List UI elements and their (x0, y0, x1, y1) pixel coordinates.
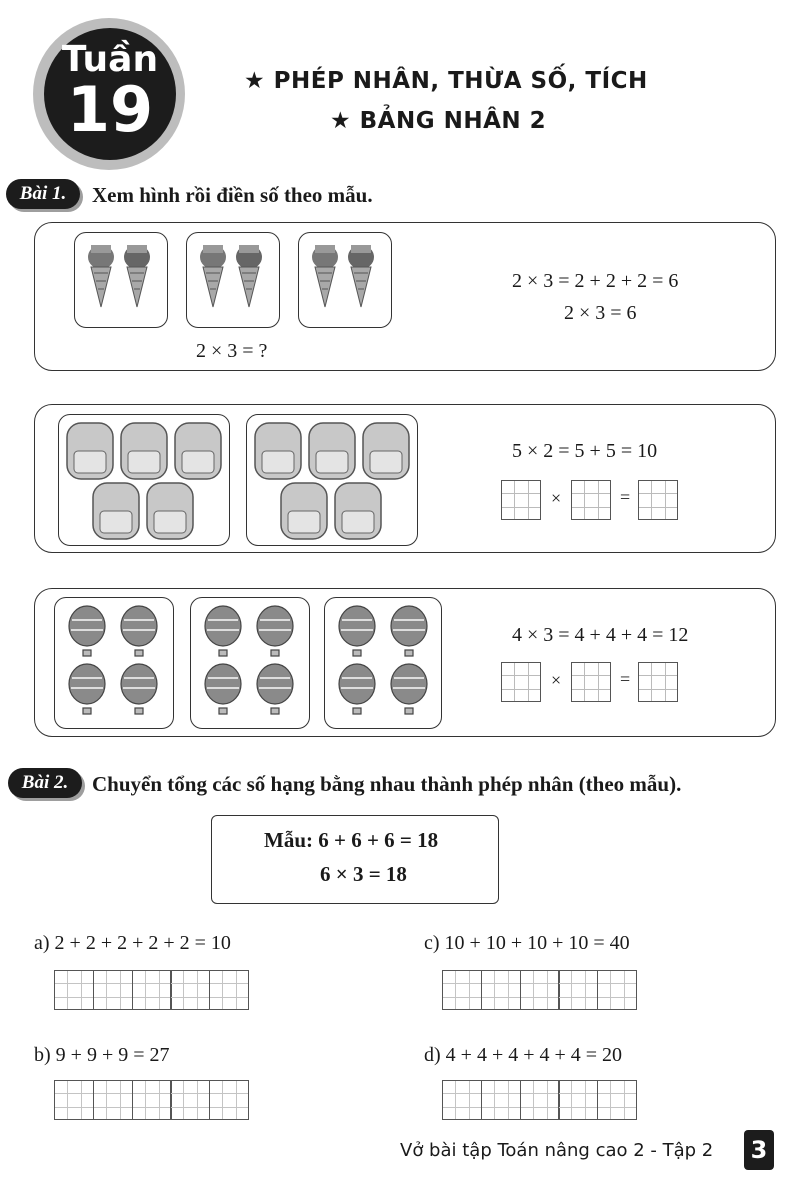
exercise-d: d) 4 + 4 + 4 + 4 + 4 = 20 (424, 1044, 623, 1066)
answer-cell[interactable] (93, 970, 133, 1010)
balloon-group-3 (324, 597, 442, 729)
answer-cell[interactable] (520, 1080, 560, 1120)
answer-cell[interactable] (132, 970, 172, 1010)
exercise-1-instruction: Xem hình rồi điền số theo mẫu. (92, 183, 373, 207)
balloon-group-2 (190, 597, 310, 729)
times-sign: × (551, 670, 562, 690)
exercise-a: a) 2 + 2 + 2 + 2 + 2 = 10 (34, 932, 231, 954)
topic-title-2: ★ BẢNG NHÂN 2 (330, 108, 547, 134)
ice-cream-icon (75, 233, 167, 327)
backpack-icon (59, 415, 229, 545)
answer-cell[interactable] (170, 970, 210, 1010)
balloon-group-1 (54, 597, 174, 729)
hot-air-balloon-icon (55, 598, 173, 728)
answer-box-factor-2[interactable] (571, 480, 611, 520)
answer-row-c[interactable] (442, 970, 636, 1010)
answer-cell[interactable] (481, 970, 521, 1010)
week-badge-number: 19 (66, 73, 154, 146)
answer-cell[interactable] (597, 970, 637, 1010)
answer-cell[interactable] (442, 1080, 482, 1120)
answer-cell[interactable] (54, 970, 94, 1010)
answer-row-a[interactable] (54, 970, 248, 1010)
ice-cream-caption: 2 × 3 = ? (196, 340, 268, 362)
answer-box-product[interactable] (638, 662, 678, 702)
example-product: 2 × 3 = 6 (564, 302, 637, 324)
answer-row-d[interactable] (442, 1080, 636, 1120)
exercise-c: c) 10 + 10 + 10 + 10 = 40 (424, 932, 630, 954)
example-sum: Mẫu: 6 + 6 + 6 = 18 (264, 828, 439, 852)
answer-cell[interactable] (209, 1080, 249, 1120)
topic-title-1: ★ PHÉP NHÂN, THỪA SỐ, TÍCH (244, 68, 648, 94)
equals-sign: = (620, 487, 631, 507)
answer-cell[interactable] (597, 1080, 637, 1120)
example-expansion: 2 × 3 = 2 + 2 + 2 = 6 (512, 270, 679, 292)
hot-air-balloon-icon (325, 598, 441, 728)
answer-row-b[interactable] (54, 1080, 248, 1120)
exercise-b: b) 9 + 9 + 9 = 27 (34, 1044, 170, 1066)
hot-air-balloon-icon (191, 598, 309, 728)
answer-box-factor-1[interactable] (501, 662, 541, 702)
exercise-2-tag: Bài 2. (8, 768, 82, 798)
backpack-icon (247, 415, 417, 545)
answer-cell[interactable] (170, 1080, 210, 1120)
answer-cell[interactable] (558, 1080, 598, 1120)
times-sign: × (551, 488, 562, 508)
answer-cell[interactable] (93, 1080, 133, 1120)
exercise-1-tag: Bài 1. (6, 179, 80, 209)
example-product: 6 × 3 = 18 (320, 862, 407, 886)
backpack-group-2 (246, 414, 418, 546)
exercise-2-instruction: Chuyển tổng các số hạng bằng nhau thành phép nhân (theo mẫu). (92, 772, 682, 796)
equals-sign: = (620, 669, 631, 689)
answer-box-factor-1[interactable] (501, 480, 541, 520)
backpack-group-1 (58, 414, 230, 546)
answer-cell[interactable] (442, 970, 482, 1010)
ice-cream-group-1 (74, 232, 168, 328)
book-title: Vở bài tập Toán nâng cao 2 - Tập 2 (400, 1140, 714, 1161)
answer-cell[interactable] (209, 970, 249, 1010)
ice-cream-icon (187, 233, 279, 327)
answer-cell[interactable] (54, 1080, 94, 1120)
ice-cream-group-3 (298, 232, 392, 328)
answer-box-product[interactable] (638, 480, 678, 520)
answer-cell[interactable] (481, 1080, 521, 1120)
ice-cream-group-2 (186, 232, 280, 328)
answer-cell[interactable] (558, 970, 598, 1010)
week-badge-word: Tuần (61, 39, 159, 80)
balloon-expansion: 4 × 3 = 4 + 4 + 4 = 12 (512, 624, 689, 646)
backpack-expansion: 5 × 2 = 5 + 5 = 10 (512, 440, 658, 462)
ice-cream-icon (299, 233, 391, 327)
answer-box-factor-2[interactable] (571, 662, 611, 702)
answer-cell[interactable] (520, 970, 560, 1010)
answer-cell[interactable] (132, 1080, 172, 1120)
page-number: 3 (744, 1130, 774, 1170)
